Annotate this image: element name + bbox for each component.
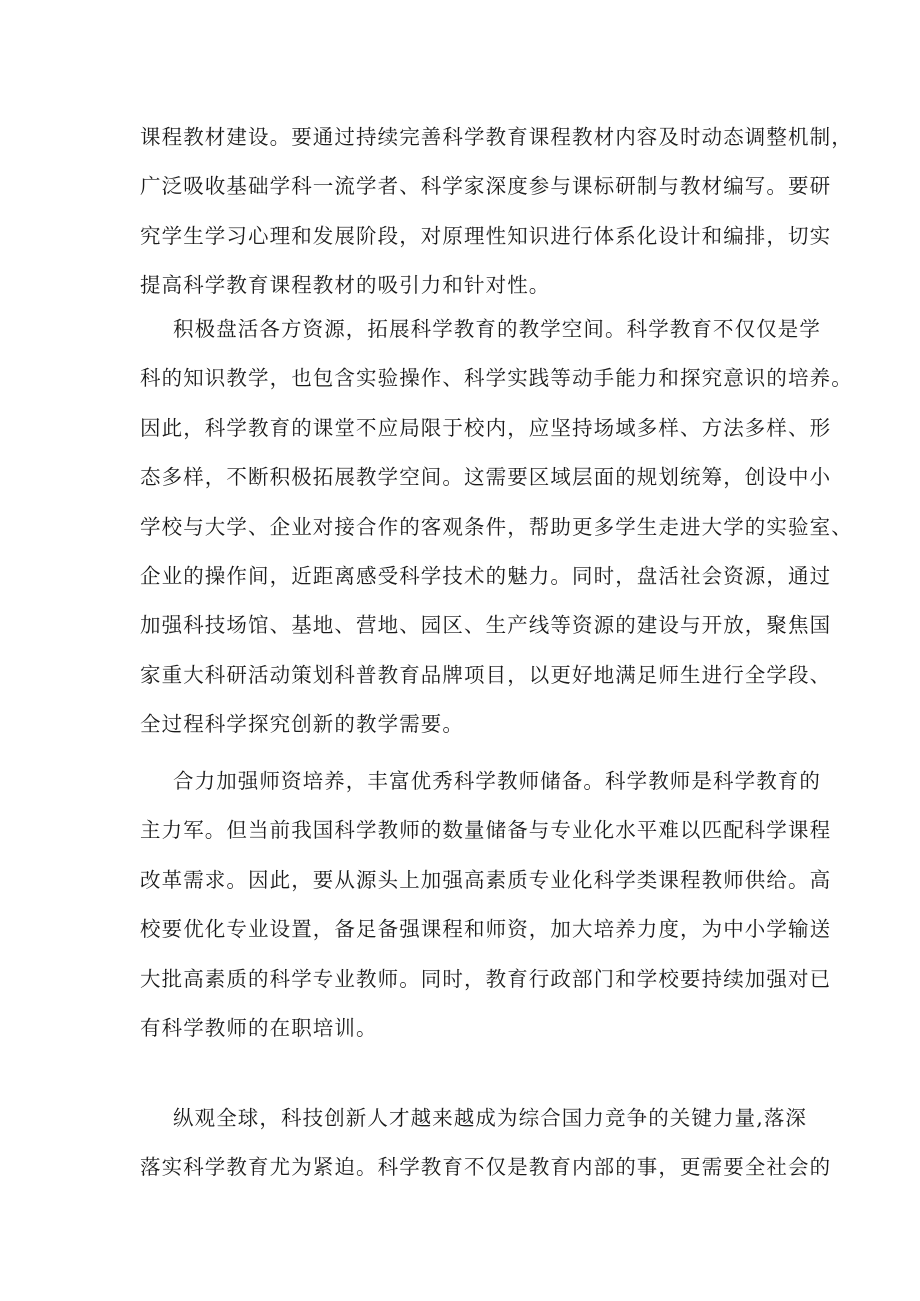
text-line: 因此，科学教育的课堂不应局限于校内，应坚持场域多样、方法多样、形 [140, 415, 832, 440]
text-line: 究学生学习心理和发展阶段，对原理性知识进行体系化设计和编排，切实 [140, 223, 832, 248]
text-line: 有科学教师的在职培训。 [140, 1015, 378, 1040]
text-line: 科的知识教学，也包含实验操作、科学实践等动手能力和探究意识的培养。 [140, 366, 853, 391]
text-line: 全过程科学探究创新的教学需要。 [140, 712, 464, 737]
text-line: 加强科技场馆、基地、营地、园区、生产线等资源的建设与开放，聚焦国 [140, 613, 832, 638]
text-line: 学校与大学、企业对接合作的客观条件，帮助更多学生走进大学的实验室、 [140, 514, 853, 539]
text-line: 落实科学教育尤为紧迫。科学教育不仅是教育内部的事，更需要全社会的 [140, 1155, 832, 1180]
paragraph-2 [140, 305, 853, 750]
text-line: 积极盘活各方资源，拓展科学教育的教学空间。科学教育不仅仅是学 [173, 317, 821, 341]
paragraph-4 [140, 1094, 832, 1193]
text-line: 合力加强师资培养，丰富优秀科学教师储备。科学教师是科学教育的 [173, 769, 821, 793]
text-line: 大批高素质的科学专业教师。同时，教育行政部门和学校要持续加强对已 [140, 966, 832, 991]
text-line: 纵观全球，科技创新人才越来越成为综合国力竞争的关键力量,落深 [173, 1106, 808, 1130]
paragraph-3 [140, 757, 832, 1053]
text-line: 广泛吸收基础学科一流学者、科学家深度参与课标研制与教材编写。要研 [140, 174, 832, 199]
text-line: 校要优化专业设置，备足备强课程和师资，加大培养力度，为中小学输送 [140, 917, 832, 942]
text-line: 课程教材建设。要通过持续完善科学教育课程教材内容及时动态调整机制， [140, 125, 853, 149]
text-line: 家重大科研活动策划科普教育品牌项目，以更好地满足师生进行全学段、 [140, 662, 832, 687]
text-line: 态多样，不断积极拓展教学空间。这需要区域层面的规划统筹，创设中小 [140, 465, 832, 490]
text-line: 改革需求。因此，要从源头上加强高素质专业化科学类课程教师供给。高 [140, 867, 832, 892]
text-line: 主力军。但当前我国科学教师的数量储备与专业化水平难以匹配科学课程 [140, 818, 832, 843]
text-line: 提高科学教育课程教材的吸引力和针对性。 [140, 273, 551, 298]
text-line: 企业的操作间，近距离感受科学技术的魅力。同时，盘活社会资源，通过 [140, 563, 832, 588]
paragraph-1 [140, 113, 853, 311]
